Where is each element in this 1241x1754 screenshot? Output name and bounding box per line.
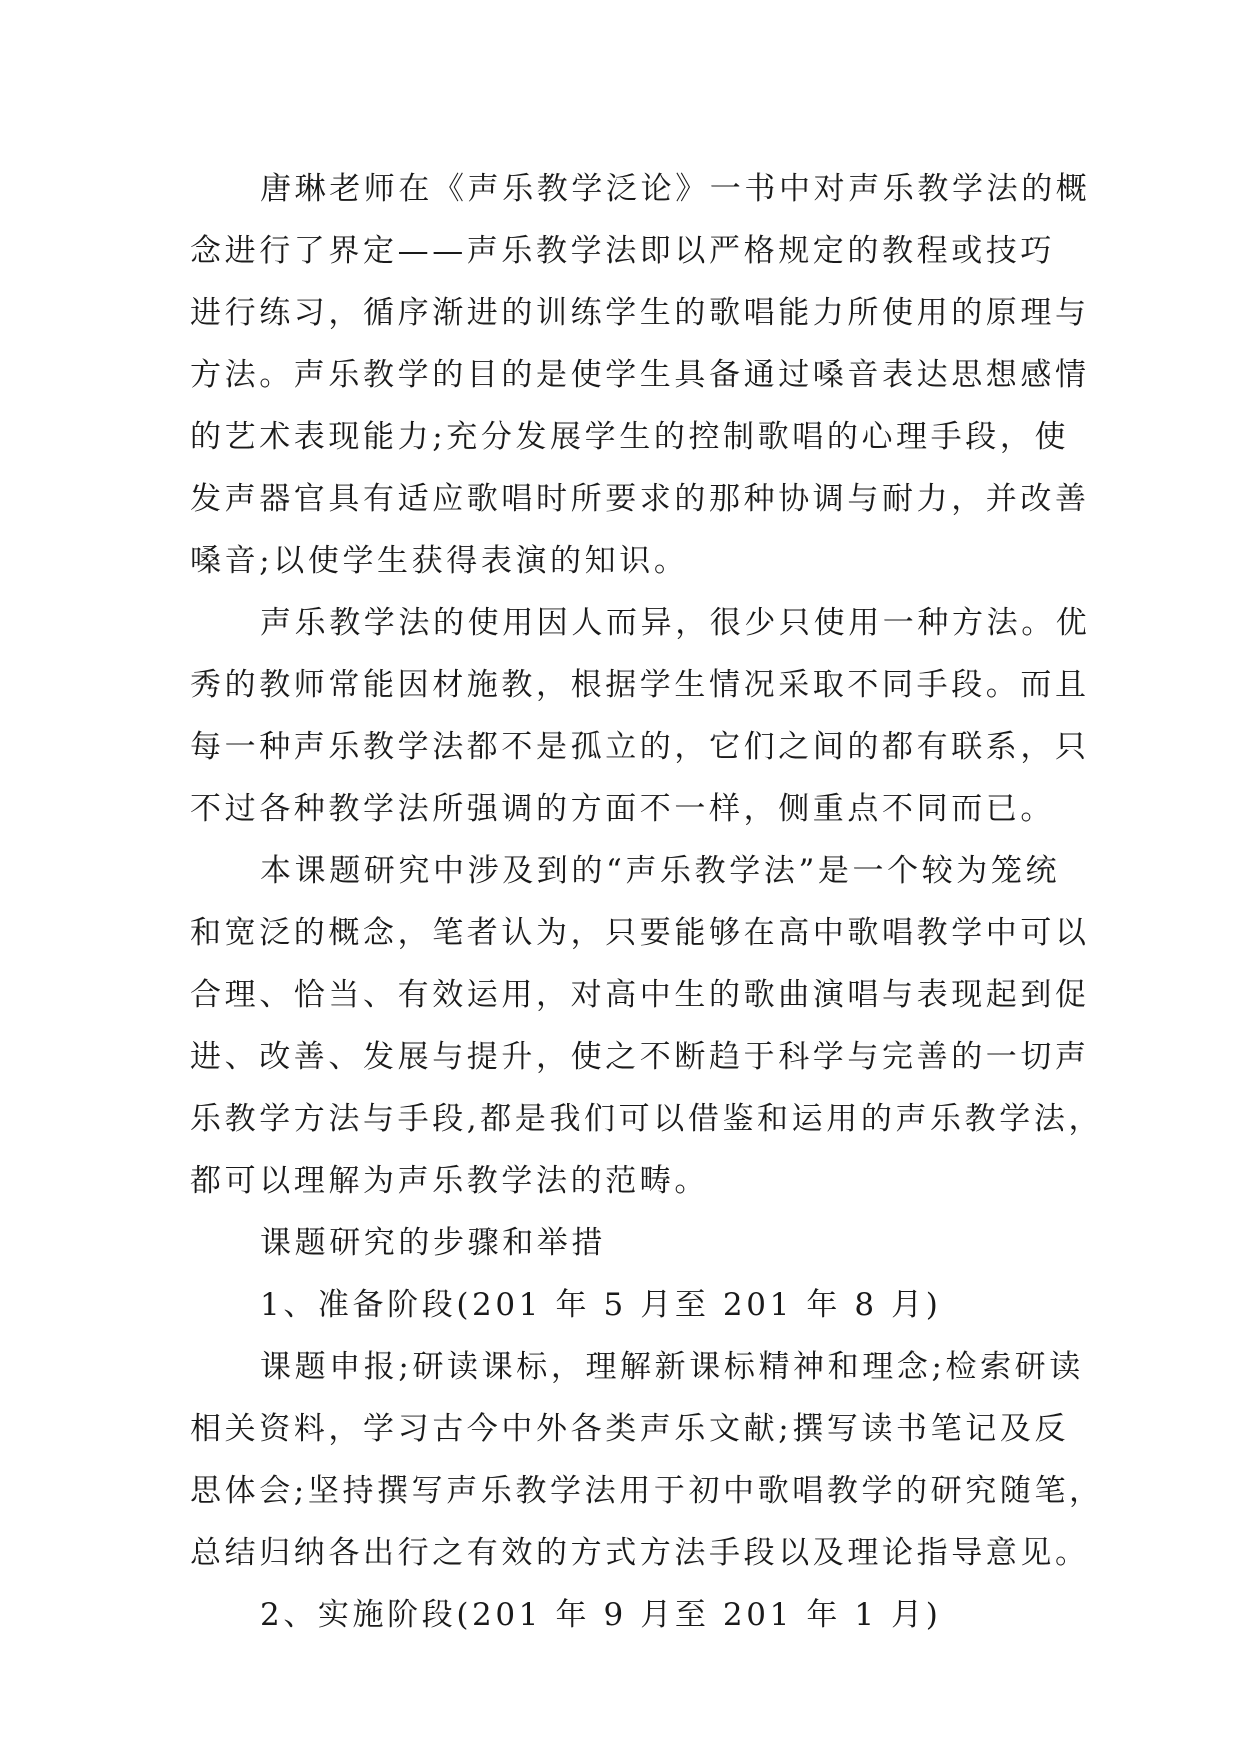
text-line: 方法。声乐教学的目的是使学生具备通过嗓音表达思想感情 [190, 357, 1090, 393]
paragraph-preparation-details [190, 1336, 1104, 1584]
heading-text: 课题研究的步骤和举措 [260, 1225, 606, 1261]
text-line: 声乐教学法的使用因人而异，很少只使用一种方法。优 [260, 605, 1091, 641]
text-line: 乐教学方法与手段,都是我们可以借鉴和运用的声乐教学法， [190, 1101, 1104, 1137]
text-line: 课题申报;研读课标，理解新课标精神和理念;检索研读 [260, 1349, 1084, 1385]
text-line: 不过各种教学法所强调的方面不一样，侧重点不同而已。 [190, 791, 1055, 827]
text-line: 嗓音;以使学生获得表演的知识。 [190, 543, 689, 579]
paragraph-research-scope [190, 840, 1104, 1212]
text-line: 本课题研究中涉及到的“声乐教学法”是一个较为笼统 [260, 853, 1061, 889]
document-body [190, 158, 1104, 1646]
paragraph-teaching-method-definition [190, 158, 1091, 592]
text-line: 的艺术表现能力;充分发展学生的控制歌唱的心理手段，使 [190, 419, 1070, 455]
text-line: 秀的教师常能因材施教，根据学生情况采取不同手段。而且 [190, 667, 1090, 703]
text-line: 念进行了界定——声乐教学法即以严格规定的教程或技巧 [190, 233, 1055, 269]
text-line: 和宽泛的概念，笔者认为，只要能够在高中歌唱教学中可以 [190, 915, 1090, 951]
text-line: 都可以理解为声乐教学法的范畴。 [190, 1163, 709, 1199]
heading-text: 1、准备阶段(201 年 5 月至 201 年 8 月) [260, 1287, 942, 1323]
text-line: 发声器官具有适应歌唱时所要求的那种协调与耐力，并改善 [190, 481, 1090, 517]
section-heading-research-steps [190, 1212, 1070, 1274]
text-line: 合理、恰当、有效运用，对高中生的歌曲演唱与表现起到促 [190, 977, 1090, 1013]
paragraph-method-usage [190, 592, 1091, 840]
heading-text: 2、实施阶段(201 年 9 月至 201 年 1 月) [260, 1597, 942, 1633]
text-line: 思体会;坚持撰写声乐教学法用于初中歌唱教学的研究随笔， [190, 1473, 1104, 1509]
text-line: 唐琳老师在《声乐教学泛论》一书中对声乐教学法的概 [260, 171, 1091, 207]
text-line: 每一种声乐教学法都不是孤立的，它们之间的都有联系，只 [190, 729, 1090, 765]
text-line: 进行练习，循序渐进的训练学生的歌唱能力所使用的原理与 [190, 295, 1090, 331]
stage-heading-preparation [190, 1274, 1070, 1336]
text-line: 进、改善、发展与提升，使之不断趋于科学与完善的一切声 [190, 1039, 1090, 1075]
text-line: 总结归纳各出行之有效的方式方法手段以及理论指导意见。 [190, 1535, 1090, 1571]
stage-heading-implementation [190, 1584, 1070, 1646]
text-line: 相关资料，学习古今中外各类声乐文献;撰写读书笔记及反 [190, 1411, 1070, 1447]
